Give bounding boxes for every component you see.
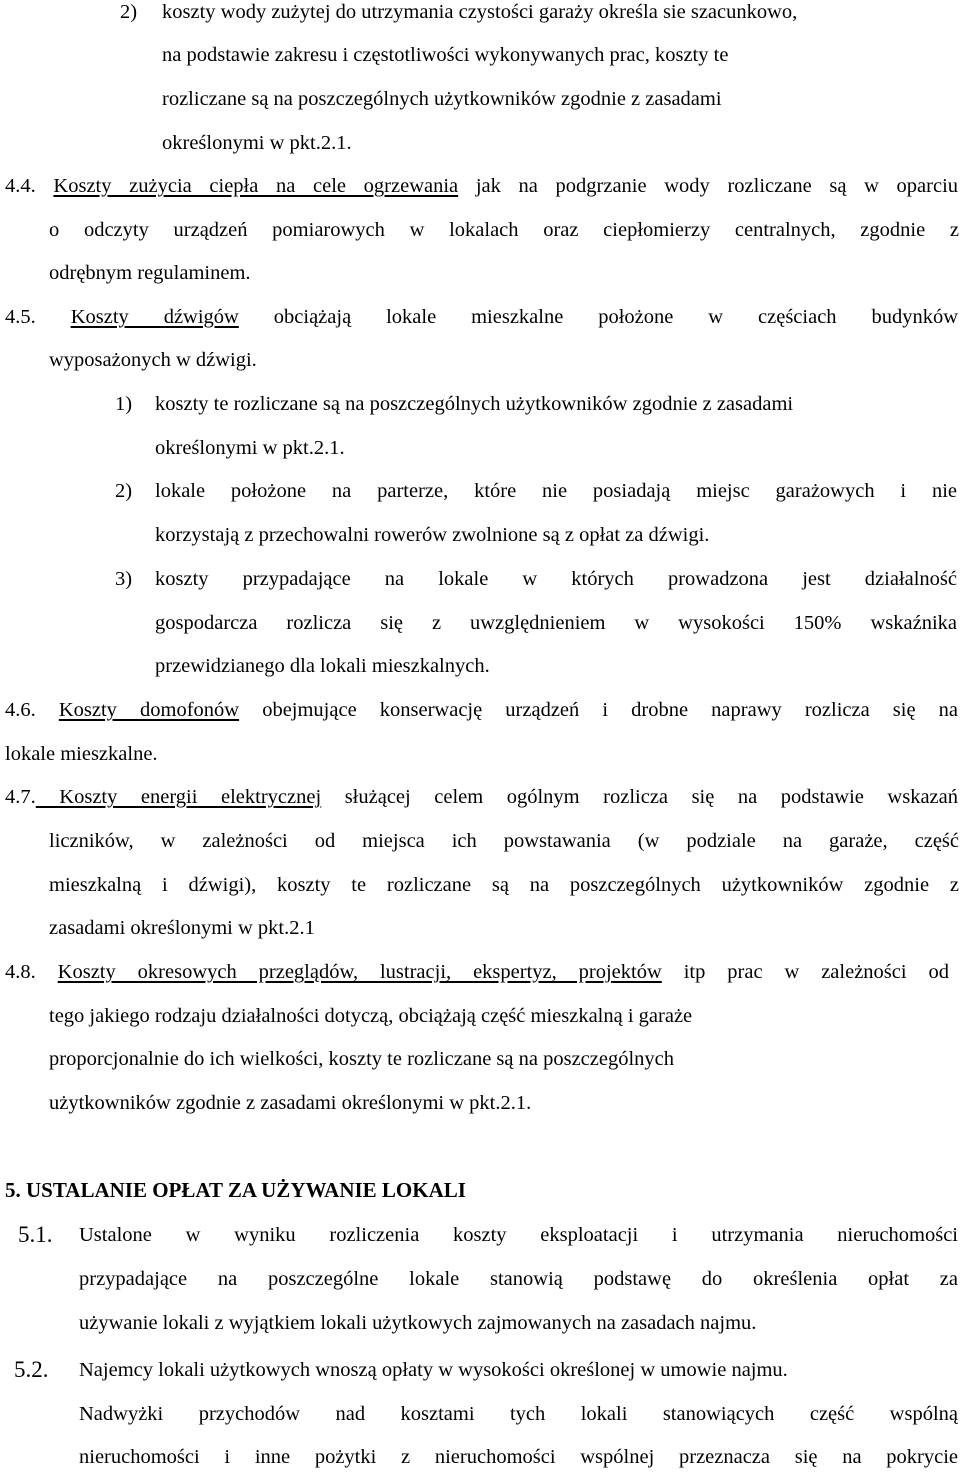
section-number: 4.4. bbox=[5, 175, 36, 197]
text-rest: obciążają lokale mieszkalne położone w częściach budynków bbox=[273, 306, 958, 328]
section-number: 4.5. bbox=[5, 306, 36, 328]
section-number: 5.2. bbox=[14, 1357, 49, 1382]
text-line: o odczyty urządzeń pomiarowych w lokalach oraz ciepłomierzy centralnych, zgodnie z bbox=[49, 219, 959, 241]
underlined-heading: Koszty dźwigów bbox=[70, 306, 239, 328]
text-line: korzystają z przechowalni rowerów zwolnione są z opłat za dźwigi. bbox=[155, 524, 710, 546]
text-line bbox=[5, 697, 958, 723]
text-line: nieruchomości i inne pożytki z nieruchomości wspólnej przeznacza się na pokrycie bbox=[79, 1446, 958, 1468]
text-line: tego jakiego rodzaju działalności dotyczą, obciążają część mieszkalną i garaże bbox=[49, 1005, 693, 1027]
text-line: gospodarcza rozlicza się z uwzględnieniem w wysokości 150% wskaźnika bbox=[155, 612, 957, 634]
text-line: używanie lokali z wyjątkiem lokali użytkowych zajmowanych na zasadach najmu. bbox=[79, 1312, 757, 1334]
underlined-heading: Koszty zużycia ciepła na cele ogrzewania bbox=[53, 175, 459, 197]
underlined-heading: Koszty okresowych przeglądów, lustracji, ekspertyz, projektów bbox=[57, 961, 662, 983]
list-number: 1) bbox=[115, 393, 133, 415]
text-line: określonymi w pkt.2.1. bbox=[155, 437, 345, 459]
text-line: przypadające na poszczególne lokale stanowią podstawę do określenia opłat za bbox=[79, 1268, 958, 1290]
text-line: użytkowników zgodnie z zasadami określonymi w pkt.2.1. bbox=[49, 1092, 532, 1114]
text-line: Ustalone w wyniku rozliczenia koszty eksploatacji i utrzymania nieruchomości bbox=[79, 1224, 958, 1246]
section-heading: 5. USTALANIE OPŁAT ZA UŻYWANIE LOKALI bbox=[5, 1178, 466, 1202]
list-number: 3) bbox=[115, 568, 133, 590]
text-line: określonymi w pkt.2.1. bbox=[162, 132, 352, 154]
text-line: lokale mieszkalne. bbox=[5, 743, 158, 765]
text-line: mieszkalną i dźwigi), koszty te rozliczane są na poszczególnych użytkowników zgodnie z bbox=[49, 874, 959, 896]
section-number: 4.6. bbox=[5, 699, 36, 721]
text-line: rozliczane są na poszczególnych użytkowników zgodnie z zasadami bbox=[162, 88, 722, 110]
text-line bbox=[5, 173, 958, 199]
text-line: na podstawie zakresu i częstotliwości wykonywanych prac, koszty te bbox=[162, 44, 729, 66]
text-line: liczników, w zależności od miejsca ich powstawania (w podziale na garaże, część bbox=[49, 830, 959, 852]
text-line: Najemcy lokali użytkowych wnoszą opłaty w wysokości określonej w umowie najmu. bbox=[79, 1359, 788, 1381]
text-line: koszty wody zużytej do utrzymania czystości garaży określa sie szacunkowo, bbox=[162, 1, 798, 23]
text-line bbox=[5, 959, 949, 985]
text-line: proporcjonalnie do ich wielkości, koszty te rozliczane są na poszczególnych bbox=[49, 1048, 675, 1070]
text-line: odrębnym regulaminem. bbox=[49, 262, 251, 284]
text-line: koszty te rozliczane są na poszczególnych użytkowników zgodnie z zasadami bbox=[155, 393, 794, 415]
text-line: lokale położone na parterze, które nie posiadają miejsc garażowych i nie bbox=[155, 480, 957, 502]
text-rest: obejmujące konserwację urządzeń i drobne naprawy rozlicza się na bbox=[262, 699, 958, 721]
text-line: przewidzianego dla lokali mieszkalnych. bbox=[155, 655, 490, 677]
section-number: 5.1. bbox=[18, 1222, 53, 1247]
list-number: 2) bbox=[115, 480, 133, 502]
text-line: Nadwyżki przychodów nad kosztami tych lokali stanowiących część wspólną bbox=[79, 1403, 958, 1425]
text-line: wyposażonych w dźwigi. bbox=[49, 349, 257, 371]
text-line: zasadami określonymi w pkt.2.1 bbox=[49, 917, 315, 939]
text-rest: itp prac w zależności od bbox=[683, 961, 949, 983]
section-number: 4.8. bbox=[5, 961, 36, 983]
text-line bbox=[5, 304, 958, 330]
text-line bbox=[5, 784, 958, 810]
text-rest: służącej celem ogólnym rozlicza się na podstawie wskazań bbox=[344, 786, 958, 808]
text-rest: jak na podgrzanie wody rozliczane są w oparciu bbox=[475, 175, 958, 197]
underlined-heading: Koszty domofonów bbox=[58, 699, 240, 721]
underlined-heading: Koszty energii elektrycznej bbox=[35, 786, 322, 808]
text-line: koszty przypadające na lokale w których prowadzona jest działalność bbox=[155, 568, 957, 590]
list-number: 2) bbox=[120, 1, 138, 23]
section-number: 4.7. bbox=[5, 786, 36, 808]
